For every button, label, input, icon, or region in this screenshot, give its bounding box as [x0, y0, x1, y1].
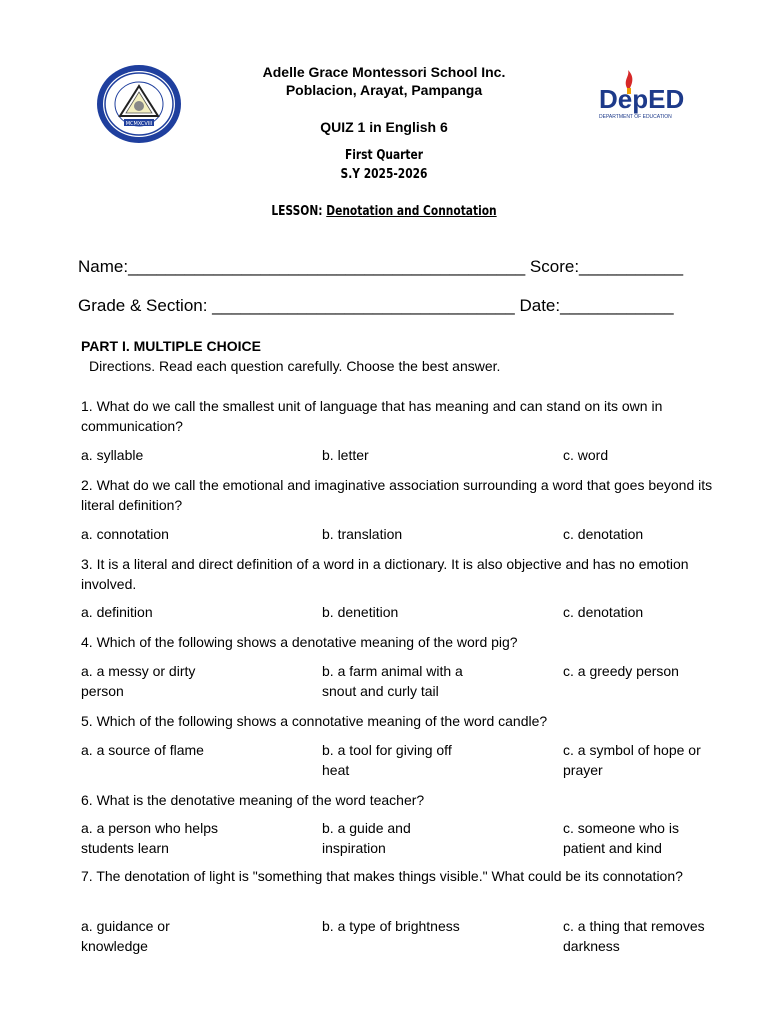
lesson-topic: Denotation and Connotation: [326, 204, 497, 219]
grade-date-row: [78, 296, 674, 316]
school-name: Adelle Grace Montessori School Inc.: [262, 64, 506, 80]
lesson-label: LESSON:: [271, 204, 327, 219]
q5-option-b[interactable]: b. a tool for giving off heat: [322, 742, 452, 778]
q2-option-c[interactable]: c. denotation: [563, 526, 644, 542]
q5-option-c[interactable]: c. a symbol of hope or prayer: [563, 742, 701, 778]
name-field[interactable]: Name:__________________________________________: [78, 257, 526, 276]
question-2: 2. What do we call the emotional and imaginative association surrounding a word that goes beyond its literal definition?: [81, 477, 713, 513]
q4-option-a[interactable]: a. a messy or dirty person: [81, 663, 196, 699]
q2-option-a[interactable]: a. connotation: [81, 526, 169, 542]
q7-option-c[interactable]: c. a thing that removes darkness: [563, 918, 705, 954]
directions: Directions. Read each question carefully. Choose the best answer.: [89, 358, 501, 374]
svg-text:MCMXCVIII: MCMXCVIII: [125, 121, 153, 127]
q7-option-a[interactable]: a. guidance or knowledge: [81, 918, 170, 954]
part-title: PART I. MULTIPLE CHOICE: [81, 338, 261, 354]
q7-option-b[interactable]: b. a type of brightness: [322, 918, 460, 934]
q4-option-c[interactable]: c. a greedy person: [563, 663, 679, 679]
q4-option-b[interactable]: b. a farm animal with a snout and curly tail: [322, 663, 463, 699]
grade-section-field[interactable]: Grade & Section: ________________________________: [78, 296, 515, 315]
question-7: 7. The denotation of light is "something that makes things visible." What could be its connotation?: [81, 868, 683, 884]
q1-option-c[interactable]: c. word: [563, 447, 609, 463]
school-year: S.Y 2025-2026: [340, 167, 428, 182]
quarter: First Quarter: [344, 148, 424, 163]
q3-option-a[interactable]: a. definition: [81, 604, 153, 620]
name-score-row: [78, 257, 683, 277]
question-1: 1. What do we call the smallest unit of language that has meaning and can stand on its own in communication?: [81, 398, 663, 434]
question-5: 5. Which of the following shows a connotative meaning of the word candle?: [81, 713, 548, 729]
q6-option-c[interactable]: c. someone who is patient and kind: [563, 820, 679, 856]
q6-option-b[interactable]: b. a guide and inspiration: [322, 820, 411, 856]
q3-option-c[interactable]: c. denotation: [563, 604, 644, 620]
q1-option-b[interactable]: b. letter: [322, 447, 369, 463]
q5-option-a[interactable]: a. a source of flame: [81, 742, 204, 758]
q1-option-a[interactable]: a. syllable: [81, 447, 144, 463]
school-address: Poblacion, Arayat, Pampanga: [285, 82, 483, 98]
q2-option-b[interactable]: b. translation: [322, 526, 403, 542]
svg-text:DepED: DepED: [599, 84, 685, 114]
q6-option-a[interactable]: a. a person who helps students learn: [81, 820, 218, 856]
question-4: 4. Which of the following shows a denotative meaning of the word pig?: [81, 634, 518, 650]
date-field[interactable]: Date:____________: [519, 296, 674, 315]
question-3: 3. It is a literal and direct definition of a word in a dictionary. It is also objective and has no emotion involved.: [81, 556, 689, 592]
score-field[interactable]: Score:___________: [529, 257, 684, 276]
svg-text:DEPARTMENT OF EDUCATION: DEPARTMENT OF EDUCATION: [599, 114, 672, 120]
question-6: 6. What is the denotative meaning of the word teacher?: [81, 792, 425, 808]
lesson-line: [69, 204, 699, 219]
q3-option-b[interactable]: b. denetition: [322, 604, 399, 620]
quiz-title: QUIZ 1 in English 6: [320, 119, 448, 135]
deped-logo-icon: [597, 70, 697, 124]
